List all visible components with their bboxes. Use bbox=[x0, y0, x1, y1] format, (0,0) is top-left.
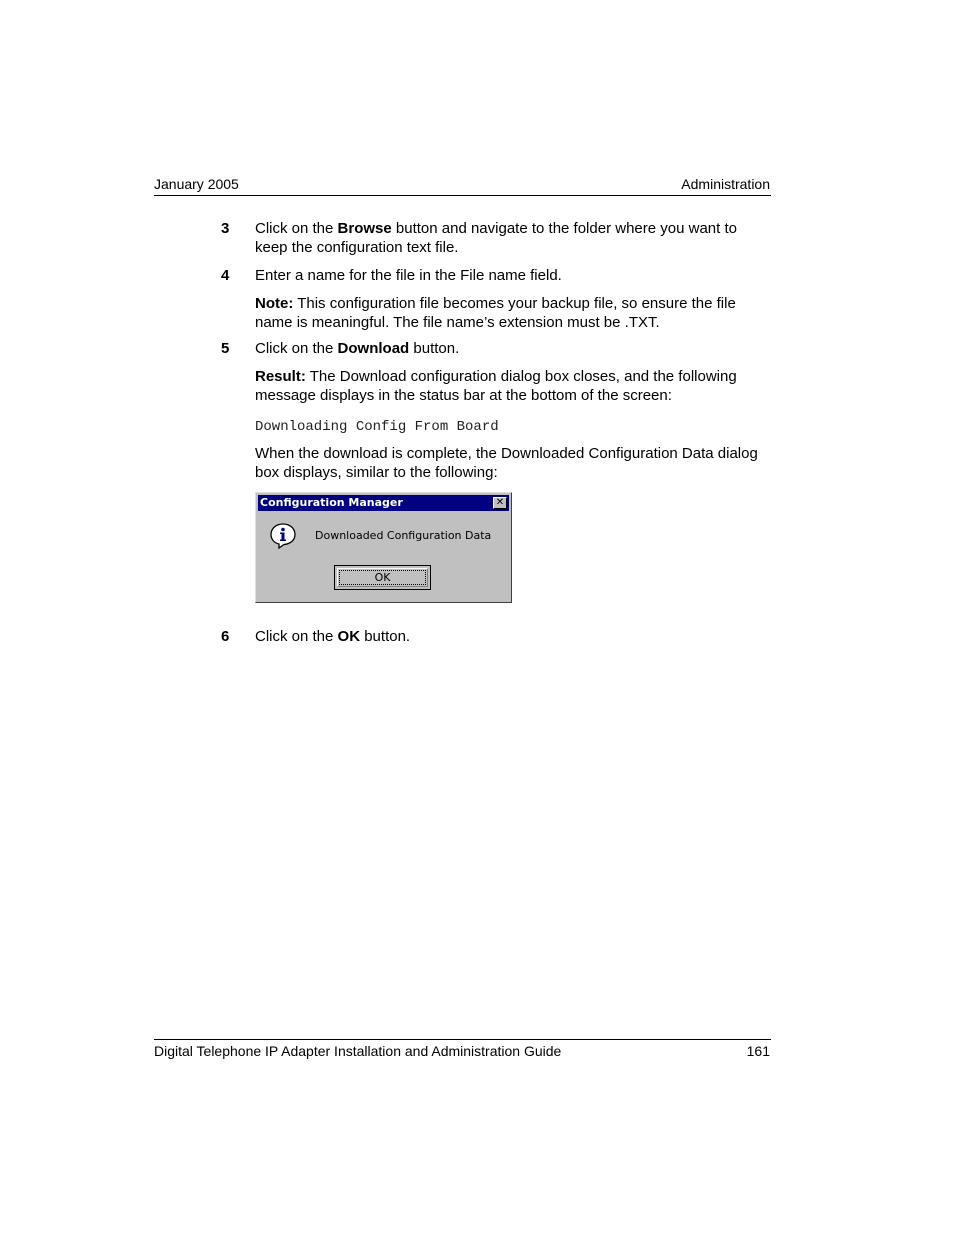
page-number: 161 bbox=[746, 1043, 770, 1059]
status-bar-message: Downloading Config From Board bbox=[255, 419, 499, 435]
footer-guide-title: Digital Telephone IP Adapter Installation and Administration Guide bbox=[154, 1043, 562, 1059]
info-icon bbox=[270, 523, 296, 549]
ok-button[interactable] bbox=[334, 565, 431, 590]
step-number: 6 bbox=[221, 628, 230, 645]
step-text: Click on the Browse button and navigate to the folder where you want to keep the configuration text file. bbox=[255, 220, 737, 256]
step-number: 5 bbox=[221, 340, 230, 357]
page-footer bbox=[154, 1039, 771, 1059]
step-number: 3 bbox=[221, 220, 230, 237]
step-text: Click on the OK button. bbox=[255, 628, 411, 645]
complete-paragraph: When the download is complete, the Downloaded Configuration Data dialog box displays, similar to the following: bbox=[255, 445, 758, 481]
dialog-message: Downloaded Configuration Data bbox=[315, 529, 492, 542]
ok-button-label: OK bbox=[339, 570, 426, 585]
close-icon[interactable]: ✕ bbox=[493, 497, 507, 509]
step-text: Enter a name for the file in the File name field. bbox=[255, 267, 562, 284]
header-section: Administration bbox=[681, 176, 770, 192]
configuration-manager-dialog bbox=[255, 492, 512, 603]
dialog-title: Configuration Manager bbox=[260, 496, 403, 509]
page-header bbox=[154, 175, 771, 196]
result-paragraph: Result: The Download configuration dialog box closes, and the following message displays in the status bar at the bottom of the screen: bbox=[255, 368, 737, 404]
dialog-titlebar bbox=[258, 495, 509, 511]
step-text: Click on the Download button. bbox=[255, 340, 460, 357]
note-paragraph: Note: This configuration file becomes your backup file, so ensure the file name is meaningful. The file name’s extension must be .TXT. bbox=[255, 295, 736, 331]
header-date: January 2005 bbox=[154, 176, 239, 192]
step-number: 4 bbox=[221, 267, 230, 284]
